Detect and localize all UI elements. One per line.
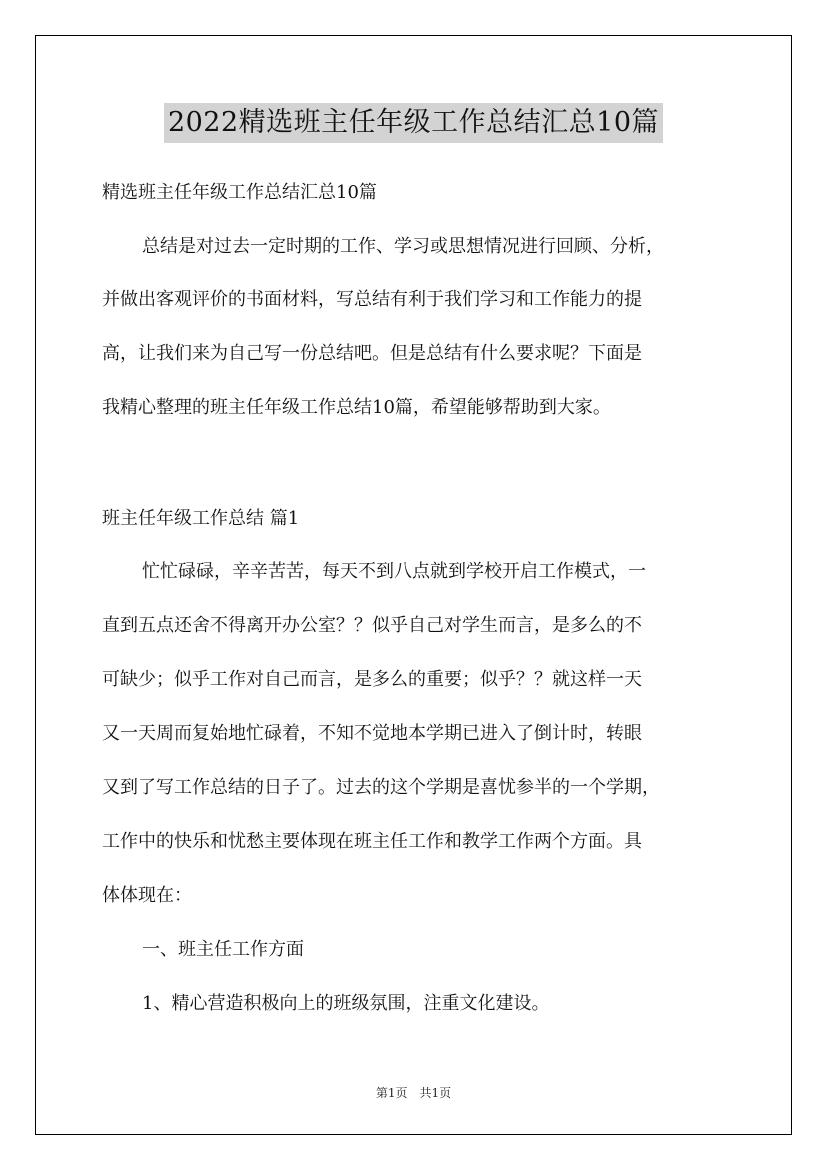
- section-heading: 班主任年级工作总结 篇1: [102, 508, 300, 529]
- body-line-2: 直到五点还舍不得离开办公室？？似乎自己对学生而言，是多么的不: [102, 615, 642, 636]
- body-line-6: 工作中的快乐和忧愁主要体现在班主任工作和教学工作两个方面。具: [102, 831, 642, 852]
- document-subtitle: 精选班主任年级工作总结汇总10篇: [102, 182, 377, 203]
- body-line-4: 又一天周而复始地忙碌着，不知不觉地本学期已进入了倒计时，转眼: [102, 723, 642, 744]
- intro-line-2: 并做出客观评价的书面材料，写总结有利于我们学习和工作能力的提: [102, 289, 642, 310]
- body-line-5: 又到了写工作总结的日子了。过去的这个学期是喜忧参半的一个学期，: [102, 777, 660, 798]
- body-line-7: 体体现在：: [102, 885, 192, 906]
- page-indicator: 第1页 共1页: [375, 1086, 452, 1100]
- sub-heading: 一、班主任工作方面: [142, 939, 304, 960]
- intro-line-4: 我精心整理的班主任年级工作总结10篇，希望能够帮助到大家。: [102, 397, 611, 418]
- body-line-3: 可缺少；似乎工作对自己而言，是多么的重要；似乎？？就这样一天: [102, 669, 642, 690]
- document-title-text: 2022精选班主任年级工作总结汇总10篇: [164, 103, 663, 143]
- body-line-1: 忙忙碌碌，辛辛苦苦，每天不到八点就到学校开启工作模式，一: [142, 561, 646, 582]
- point-1: 1、精心营造积极向上的班级氛围，注重文化建设。: [142, 993, 550, 1014]
- intro-line-3: 高，让我们来为自己写一份总结吧。但是总结有什么要求呢？下面是: [102, 343, 642, 364]
- document-title: [0, 101, 827, 143]
- page-footer: [0, 1085, 827, 1101]
- intro-line-1: 总结是对过去一定时期的工作、学习或思想情况进行回顾、分析，: [142, 236, 664, 257]
